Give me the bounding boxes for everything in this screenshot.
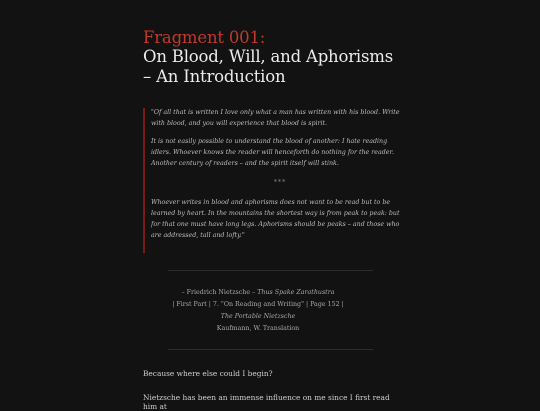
citation-part-line: | First Part | 7. "On Reading and Writing" | Page 152 | (172, 301, 344, 308)
body-paragraph-1: Because where else could I begin? (143, 369, 273, 378)
citation-bottom-divider (168, 349, 373, 350)
title-line-2: – An Introduction (143, 66, 286, 86)
citation-top-divider (168, 270, 373, 271)
citation (143, 287, 373, 335)
fragment-number: Fragment 001: (143, 28, 266, 47)
quote-paragraph-3: Whoever writes in blood and aphorisms does not want to be read but to be learned by heart. In the mountains the shortest way is from peak to peak: but for that one must have long legs. Aphorisms should be peaks – and those who are addressed, tall and lofty." (151, 199, 400, 240)
body-paragraph-2: Nietzsche has been an immense influence on me since I first read him at (143, 393, 390, 411)
citation-translator: Kaufmann, W. Translation (216, 325, 300, 332)
quote-paragraph-2: It is not easily possible to understand the blood of another: I hate reading idlers. Whoever knows the reader will henceforth do nothing for the reader. Another century of readers – and the spirit itself will stink. (151, 138, 394, 168)
citation-author: – Friedrich Nietzsche – (181, 289, 258, 296)
epigraph-quote (143, 108, 409, 253)
title-line-1: On Blood, Will, and Aphorisms (143, 47, 393, 66)
citation-book-title: Thus Spake Zarathustra (257, 289, 335, 296)
quote-paragraph-1: "Of all that is written I love only what a man has written with his blood. Write with blood, and you will experience that blood is spirit. (151, 109, 400, 127)
citation-collection: The Portable Nietzsche (220, 313, 296, 320)
citation-author-line (143, 287, 373, 299)
quote-separator: *** (273, 178, 287, 186)
article-title (143, 28, 423, 86)
